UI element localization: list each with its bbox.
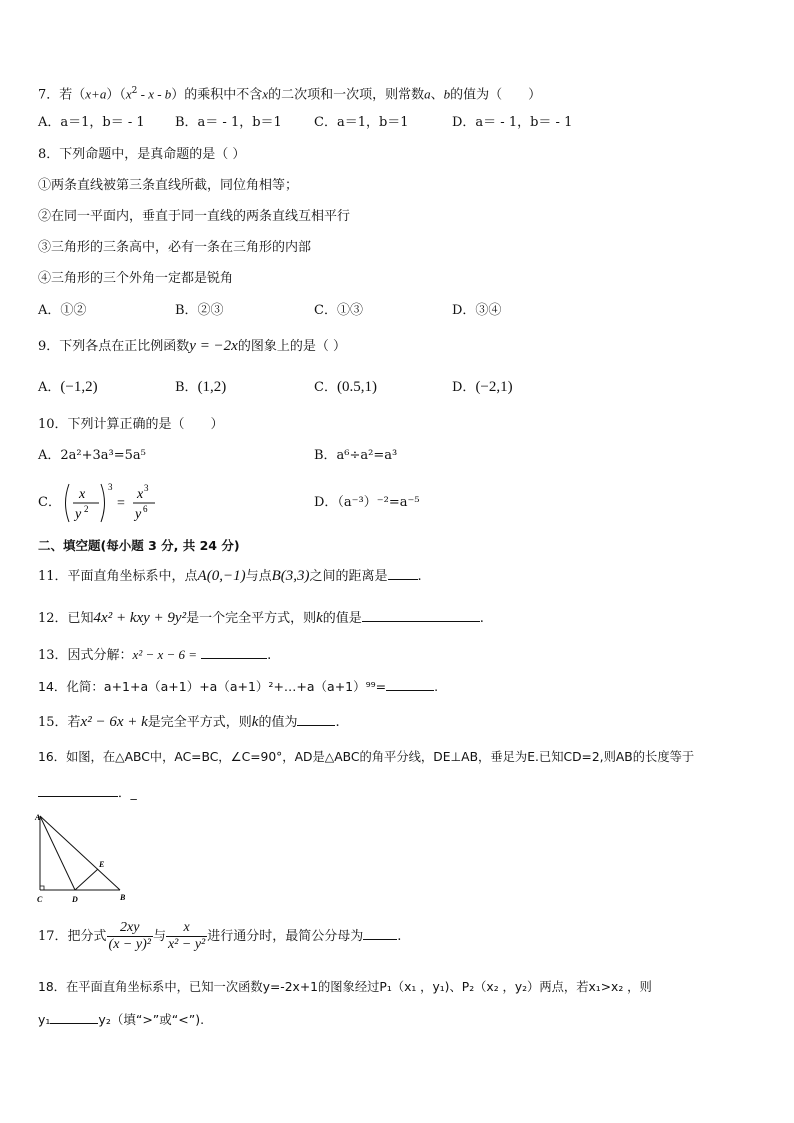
- side-ab: [40, 816, 120, 890]
- segment-de: [75, 869, 98, 890]
- label-c: C: [37, 895, 43, 904]
- question-8-option-d: D．③④: [452, 303, 502, 318]
- equals-sign: =: [116, 496, 125, 511]
- rhs-x: x: [136, 487, 144, 502]
- question-8-statement-2: ②在同一平面内，垂直于同一直线的两条直线互相平行: [38, 209, 351, 224]
- question-9-stem: 9．下列各点在正比例函数y = −2x的图象上的是（ ）: [38, 338, 346, 354]
- answer-blank-16[interactable]: [38, 783, 118, 797]
- exp-2: 2: [83, 504, 89, 514]
- question-16-stem: 16．如图，在△ABC中，AC=BC，∠C=90°，AD是△ABC的角平分线，DE⊥AB，垂足为E.已知CD=2,则AB的长度等于: [38, 750, 695, 764]
- question-8-statement-4: ④三角形的三个外角一定都是锐角: [38, 271, 234, 286]
- question-9-option-a: A．(−1,2): [38, 379, 98, 395]
- question-14: 14．化简：a+1+a（a+1）+a（a+1）²+…+a（a+1）⁹⁹= .: [38, 679, 439, 694]
- question-15: 15．若x² − 6x + k是完全平方式，则k的值为 .: [38, 714, 340, 730]
- question-7-option-b: B．a＝ - 1，b＝1: [175, 115, 282, 130]
- triangle-figure: [34, 812, 130, 904]
- label-e: E: [99, 860, 105, 869]
- answer-blank-12[interactable]: [362, 608, 480, 622]
- answer-blank-13[interactable]: [201, 645, 267, 659]
- question-16-answer-line: ．_: [38, 783, 137, 802]
- rhs-exp-3: 3: [143, 483, 149, 493]
- label-a: A: [35, 813, 41, 822]
- question-8-statement-3: ③三角形的三条高中，必有一条在三角形的内部: [38, 240, 312, 255]
- right-angle-mark: [40, 886, 44, 890]
- question-10-option-a: A．2a²+3a³=5a⁵: [38, 448, 146, 463]
- section-2-heading: 二、填空题(每小题 3 分, 共 24 分): [38, 538, 240, 553]
- question-13: 13．因式分解：x² − x − 6 = .: [38, 647, 272, 663]
- right-paren: [101, 484, 105, 522]
- question-10-option-c-formula: [61, 480, 181, 526]
- question-9-option-c: C．(0.5,1): [314, 379, 377, 395]
- label-d: D: [72, 895, 78, 904]
- frac-x: x: [78, 487, 86, 502]
- answer-blank-15[interactable]: [297, 712, 335, 726]
- answer-blank-11[interactable]: [388, 566, 418, 580]
- question-12: 12．已知4x² + kxy + 9y²是一个完全平方式，则k的值是 .: [38, 610, 484, 626]
- question-8-option-c: C．①③: [314, 303, 363, 318]
- frac-y: y: [74, 507, 82, 522]
- question-7-option-c: C．a＝1，b＝1: [314, 115, 409, 130]
- segment-ad: [40, 816, 75, 890]
- question-8-option-a: A．①②: [38, 303, 87, 318]
- question-7-option-d: D．a＝ - 1，b＝ - 1: [452, 115, 573, 130]
- question-7-option-a: A．a＝1，b＝ - 1: [38, 115, 145, 130]
- fraction-2: $\frac{x}{\text{x² − y²}}$: [167, 920, 206, 952]
- question-9-formula: y = −2x: [189, 338, 238, 354]
- question-17: 17．把分式 $\frac{2xy}{\text{(x − y)²}}$ 与 $\frac{x}{\text{x² − y²}}$ 进行通分时，最简公分母为 .: [38, 920, 402, 952]
- question-11: 11．平面直角坐标系中，点A(0,−1)与点B(3,3)之间的距离是 .: [38, 568, 422, 584]
- question-10-option-b: B．a⁶÷a²=a³: [314, 448, 398, 463]
- question-18-line-2: y₁ y₂（填“>”或“<”).: [38, 1012, 205, 1027]
- fraction-1: $\frac{2xy}{\text{(x − y)²}}$: [108, 920, 151, 952]
- question-9-option-b: B．(1,2): [175, 379, 227, 395]
- left-paren: [65, 484, 69, 522]
- question-10-stem: 10．下列计算正确的是（ ）: [38, 417, 224, 432]
- question-8-stem: 8．下列命题中，是真命题的是（ ）: [38, 147, 246, 162]
- answer-blank-14[interactable]: [386, 677, 434, 691]
- question-10-option-c: C． x y 2 3 = x 3 y 6: [38, 480, 181, 526]
- rhs-y: y: [134, 507, 142, 522]
- question-8-option-b: B．②③: [175, 303, 224, 318]
- question-10-option-d: D．（a⁻³）⁻²=a⁻⁵: [314, 495, 420, 510]
- question-9-option-d: D．(−2,1): [452, 379, 513, 395]
- question-7-stem: 7．若$(x+a)(x^2 - x - b)$的乘积中不含x的二次项和一次项，则常数a、b的值为（ ）: [38, 86, 542, 103]
- answer-blank-18[interactable]: [50, 1010, 98, 1024]
- rhs-exp-6: 6: [142, 504, 148, 514]
- label-b: B: [120, 893, 126, 902]
- question-18-line-1: 18．在平面直角坐标系中，已知一次函数y=-2x+1的图象经过P₁（x₁ ，y₁)、P₂（x₂ ，y₂）两点，若x₁>x₂ ，则: [38, 980, 652, 994]
- question-8-statement-1: ①两条直线被第三条直线所截，同位角相等；: [38, 178, 299, 193]
- exp-3: 3: [107, 482, 113, 492]
- answer-blank-17[interactable]: [363, 926, 397, 940]
